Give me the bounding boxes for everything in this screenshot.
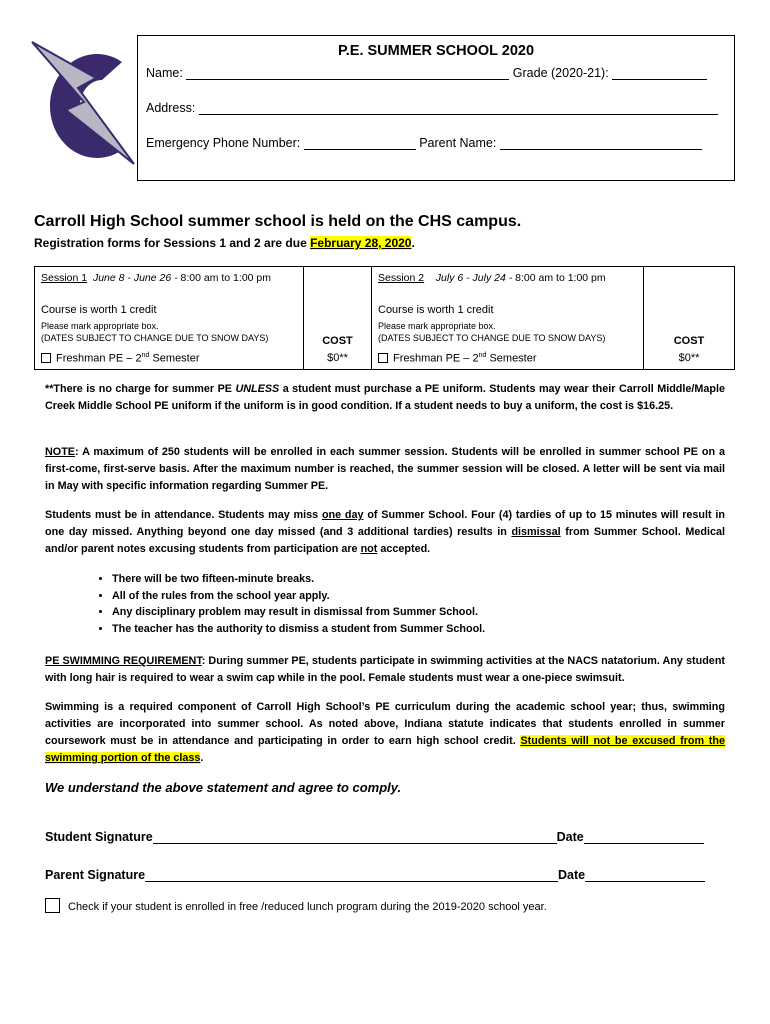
session-2-freshman-option[interactable]: Freshman PE – 2nd Semester xyxy=(378,352,537,365)
lunch-checkbox[interactable] xyxy=(45,898,60,913)
uniform-paragraph: **There is no charge for summer PE UNLESS a student must purchase a PE uniform. Students may wear their Carroll Middle/Maple Creek Middle School PE uniform if the uniform is in good condition. If a student needs to buy a uniform, the cost is $16.25. xyxy=(45,383,725,412)
name-field[interactable] xyxy=(186,79,509,80)
form-title: P.E. SUMMER SCHOOL 2020 xyxy=(337,43,535,59)
attendance-paragraph: Students must be in attendance. Students may miss one day of Summer School. Four (4) tardies of up to 15 minutes will result in one day missed. Anything beyond one day missed (and 3 additional tardies) results in dismissal from Summer School. Medical and/or parent notes excusing students from participation are not accepted. xyxy=(45,509,725,555)
session-2-cost: $0** xyxy=(678,352,700,364)
session-1-cell: Session 1 June 8 - June 26 - 8:00 am to 1:00 pm Course is worth 1 credit Please mark appropriate box. (DATES SUBJECT TO CHANGE DUE TO SNOW DAYS) Freshman PE – 2nd Semester xyxy=(35,267,304,370)
parent-name-label: Parent Name: xyxy=(419,136,497,150)
name-label: Name: xyxy=(146,66,183,80)
swimming-requirement-paragraph: PE SWIMMING REQUIREMENT: During summer PE, students participate in swimming activities at the NACS natatorium. Any student with long hair is required to wear a swim cap while in the pool. Female students must wear a one-piece swimsuit. xyxy=(45,655,726,684)
emergency-phone-field[interactable] xyxy=(304,149,416,150)
swimming-paragraph: Swimming is a required component of Carroll High School’s PE curriculum during the academic school year; thus, swimming activities are incorporated into summer school. As noted above, Indiana statute indicates that students enrolled in summer coursework must be in attendance and participating in order to earn high school credit. Students will not be excused from the swimming portion of the class. xyxy=(45,701,726,764)
sessions-table xyxy=(34,266,735,370)
parent-signature-row: Parent Signature Date xyxy=(45,868,705,882)
address-field[interactable] xyxy=(199,114,718,115)
parent-name-field[interactable] xyxy=(500,149,702,150)
session-1-cost: $0** xyxy=(327,352,348,364)
student-info-box xyxy=(137,35,735,181)
address-label: Address: xyxy=(146,101,196,115)
parent-date-field[interactable] xyxy=(585,881,705,882)
session-1-freshman-option[interactable]: Freshman PE – 2nd Semester xyxy=(41,352,200,365)
note-paragraph: NOTE: A maximum of 250 students will be enrolled in each summer session. Students will be enrolled in summer school PE on a first-come, first-serve basis. After the maximum number is reached, the summer session will be closed. A letter will be sent via mail in May with specific information regarding Summer PE. xyxy=(45,446,725,492)
session-1-cost-cell: COST $0** xyxy=(304,267,372,370)
lunch-program-check: Check if your student is enrolled in free /reduced lunch program during the 2019-2020 school year. xyxy=(45,898,547,913)
agreement-statement: We understand the above statement and agree to comply. xyxy=(45,780,402,795)
registration-deadline: Registration forms for Sessions 1 and 2 are due February 28, 2020. xyxy=(34,236,415,250)
list-item: • The teacher has the authority to dismiss a student from Summer School. xyxy=(112,621,485,638)
checkbox-icon[interactable] xyxy=(378,353,388,363)
grade-field[interactable] xyxy=(612,79,707,80)
session-1-name: Session 1 xyxy=(41,272,88,284)
list-item: • All of the rules from the school year apply. xyxy=(112,588,485,605)
school-logo xyxy=(30,40,136,172)
session-2-name: Session 2 xyxy=(378,272,425,284)
student-signature-row: Student Signature Date xyxy=(45,830,704,844)
checkbox-icon[interactable] xyxy=(41,353,51,363)
student-date-field[interactable] xyxy=(584,843,704,844)
campus-heading: Carroll High School summer school is held on the CHS campus. xyxy=(34,213,522,230)
due-date: February 28, 2020 xyxy=(310,236,412,250)
session-2-cell: Session 2 July 6 - July 24 - 8:00 am to 1:00 pm Course is worth 1 credit Please mark appropriate box. (DATES SUBJECT TO CHANGE DUE TO SNOW DAYS) Freshman PE – 2nd Semester xyxy=(372,267,644,370)
rules-list xyxy=(92,571,485,637)
list-item: • Any disciplinary problem may result in dismissal from Summer School. xyxy=(112,604,485,621)
grade-label: Grade (2020-21): xyxy=(512,66,609,80)
emergency-phone-label: Emergency Phone Number: xyxy=(146,136,301,150)
parent-signature-field[interactable] xyxy=(145,881,558,882)
list-item: • There will be two fifteen-minute breaks. xyxy=(112,571,485,588)
student-signature-field[interactable] xyxy=(153,843,557,844)
swimming-highlight: Students will not be excused from the swimming portion of the class xyxy=(45,735,726,764)
session-2-cost-cell: COST $0** xyxy=(644,267,735,370)
